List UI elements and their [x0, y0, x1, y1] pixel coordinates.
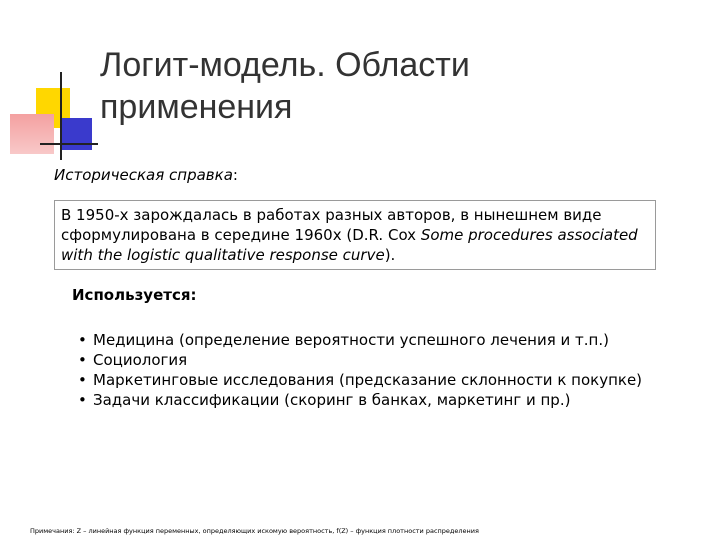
- history-label-colon: :: [232, 166, 238, 184]
- slide-title-line-2: применения: [100, 88, 293, 126]
- history-label: [54, 166, 238, 184]
- footnote: Примечания: Z – линейная функция переменных, определяющих искомую вероятность, f(Z) – функция плотности распределения: [30, 527, 479, 535]
- history-text-before: В 1950-х зарождалась в работах разных авторов, в нынешнем виде сформулирована в середине 1960х (D.R. Cox: [61, 206, 602, 244]
- list-item: [78, 370, 668, 390]
- slide-title: [100, 44, 700, 128]
- bullet-icon: •: [78, 371, 87, 389]
- decor-blue-block: [60, 118, 92, 150]
- list-item: [78, 350, 668, 370]
- decor-horizontal-line: [40, 143, 98, 145]
- list-item-text: Медицина (определение вероятности успешного лечения и т.п.): [93, 331, 609, 349]
- uses-list: [78, 330, 668, 410]
- list-item-text: Маркетинговые исследования (предсказание склонности к покупке): [93, 371, 643, 389]
- slide-title-line-1: Логит-модель. Области: [100, 46, 470, 84]
- history-text-italic: Some procedures associated with the logistic qualitative response curve: [61, 226, 638, 264]
- uses-heading: Используется:: [72, 286, 197, 304]
- list-item-text: Социология: [93, 351, 188, 369]
- list-item: [78, 330, 668, 350]
- history-box: [54, 200, 656, 270]
- list-item: [78, 390, 668, 410]
- history-label-text: Историческая справка: [54, 166, 233, 184]
- bullet-icon: •: [78, 331, 87, 349]
- history-text-after: ).: [384, 246, 396, 264]
- list-item-text: Задачи классификации (скоринг в банках, маркетинг и пр.): [93, 391, 571, 409]
- decor-pink-block: [10, 114, 54, 154]
- decor-vertical-line: [60, 72, 62, 160]
- bullet-icon: •: [78, 351, 87, 369]
- bullet-icon: •: [78, 391, 87, 409]
